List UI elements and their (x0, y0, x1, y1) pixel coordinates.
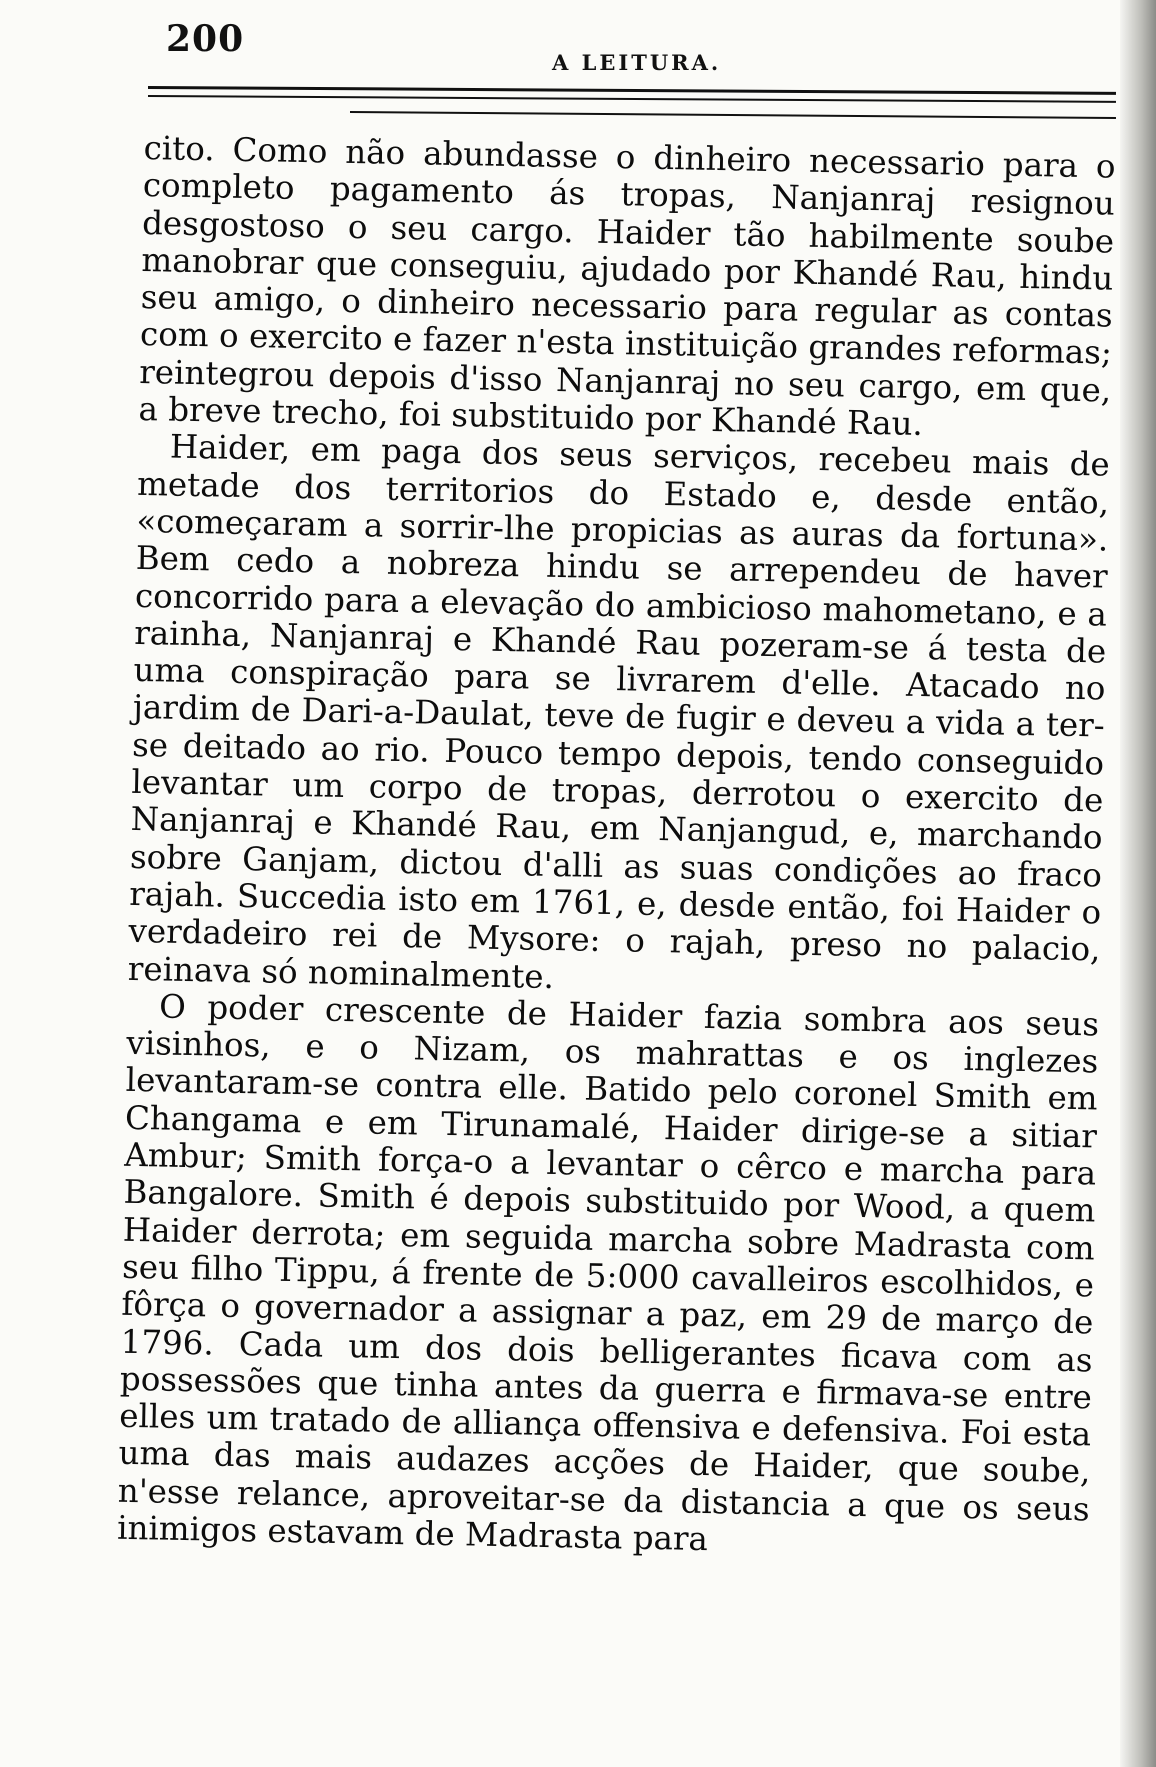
header-rule-lower (350, 111, 1116, 119)
page-edge-shadow (1120, 0, 1156, 1767)
page-number: 200 (166, 18, 245, 60)
paragraph-haider-wars: O poder crescente de Haider fazia sombra aos seus visinhos, e o Nizam, os mahrattas e os inglezes levantaram-se contra elle. Batido pelo coronel Smith em Changama e em Tirunamalé, Haider dirige-se a sitiar Ambur; Smith força-o a levantar o cêrco e marcha para Bangalore. Smith é depois substituido por Wood, a quem Haider derrota; em seguida marcha sobre Madrasta com seu filho Tippu, á frente de 5:000 cavalleiros escolhidos, e fôrça o governador a assignar a paz, em 29 de março de 1796. Cada um dos dois belligerantes ficava com as possessões que tinha antes da guerra e firmava-se entre elles um tratado de alliança offensiva e defensiva. Foi esta uma das mais audazes acções de Haider, que soube, n'esse relance, aproveitar-se da distancia a que os seus inimigos estavam de Madrasta para (116, 987, 1100, 1559)
paragraph-haider-rise: Haider, em paga dos seus serviços, recebeu mais de metade dos territorios do Estado e, desde então, «começaram a sorrir-lhe propicias as auras da fortuna». Bem cedo a nobreza hindu se arrependeu de haver concorrido para a elevação do ambicioso mahometano, e a rainha, Nanjanraj e Khandé Rau pozeram-se á testa de uma conspiração para se livrarem d'elle. Atacado no jardim de Dari-a-Daulat, teve de fugir e deveu a vida a ter-se deitado ao rio. Pouco tempo depois, tendo conseguido levantar um corpo de tropas, derrotou o exercito de Nanjanraj e Khandé Rau, em Nanjangud, e, marchando sobre Ganjam, dictou d'alli as suas condições ao fraco rajah. Succedia isto em 1761, e, desde então, foi Haider o verdadeiro rei de Mysore: o rajah, preso no palacio, reinava só nominalmente. (127, 427, 1111, 996)
header-rule-thick (148, 86, 1116, 95)
page-header (0, 0, 1156, 120)
paragraph-continuation: cito. Como não abundasse o dinheiro necessario para o completo pagamento ás tropas, Nanjanraj resignou desgostoso o seu cargo. Haider tão habilmente soube manobrar que conseguiu, ajudado por Khandé Rau, hindu seu amigo, o dinheiro necessario para regular as contas com o exercito e fazer n'esta instituição grandes reformas; reintegrou depois d'isso Nanjanraj no seu cargo, em que, a breve trecho, foi substituido por Khandé Rau. (138, 129, 1116, 444)
running-title: A LEITURA. (552, 50, 722, 75)
body-text (117, 130, 1116, 1566)
header-rule-thin (148, 95, 1116, 103)
